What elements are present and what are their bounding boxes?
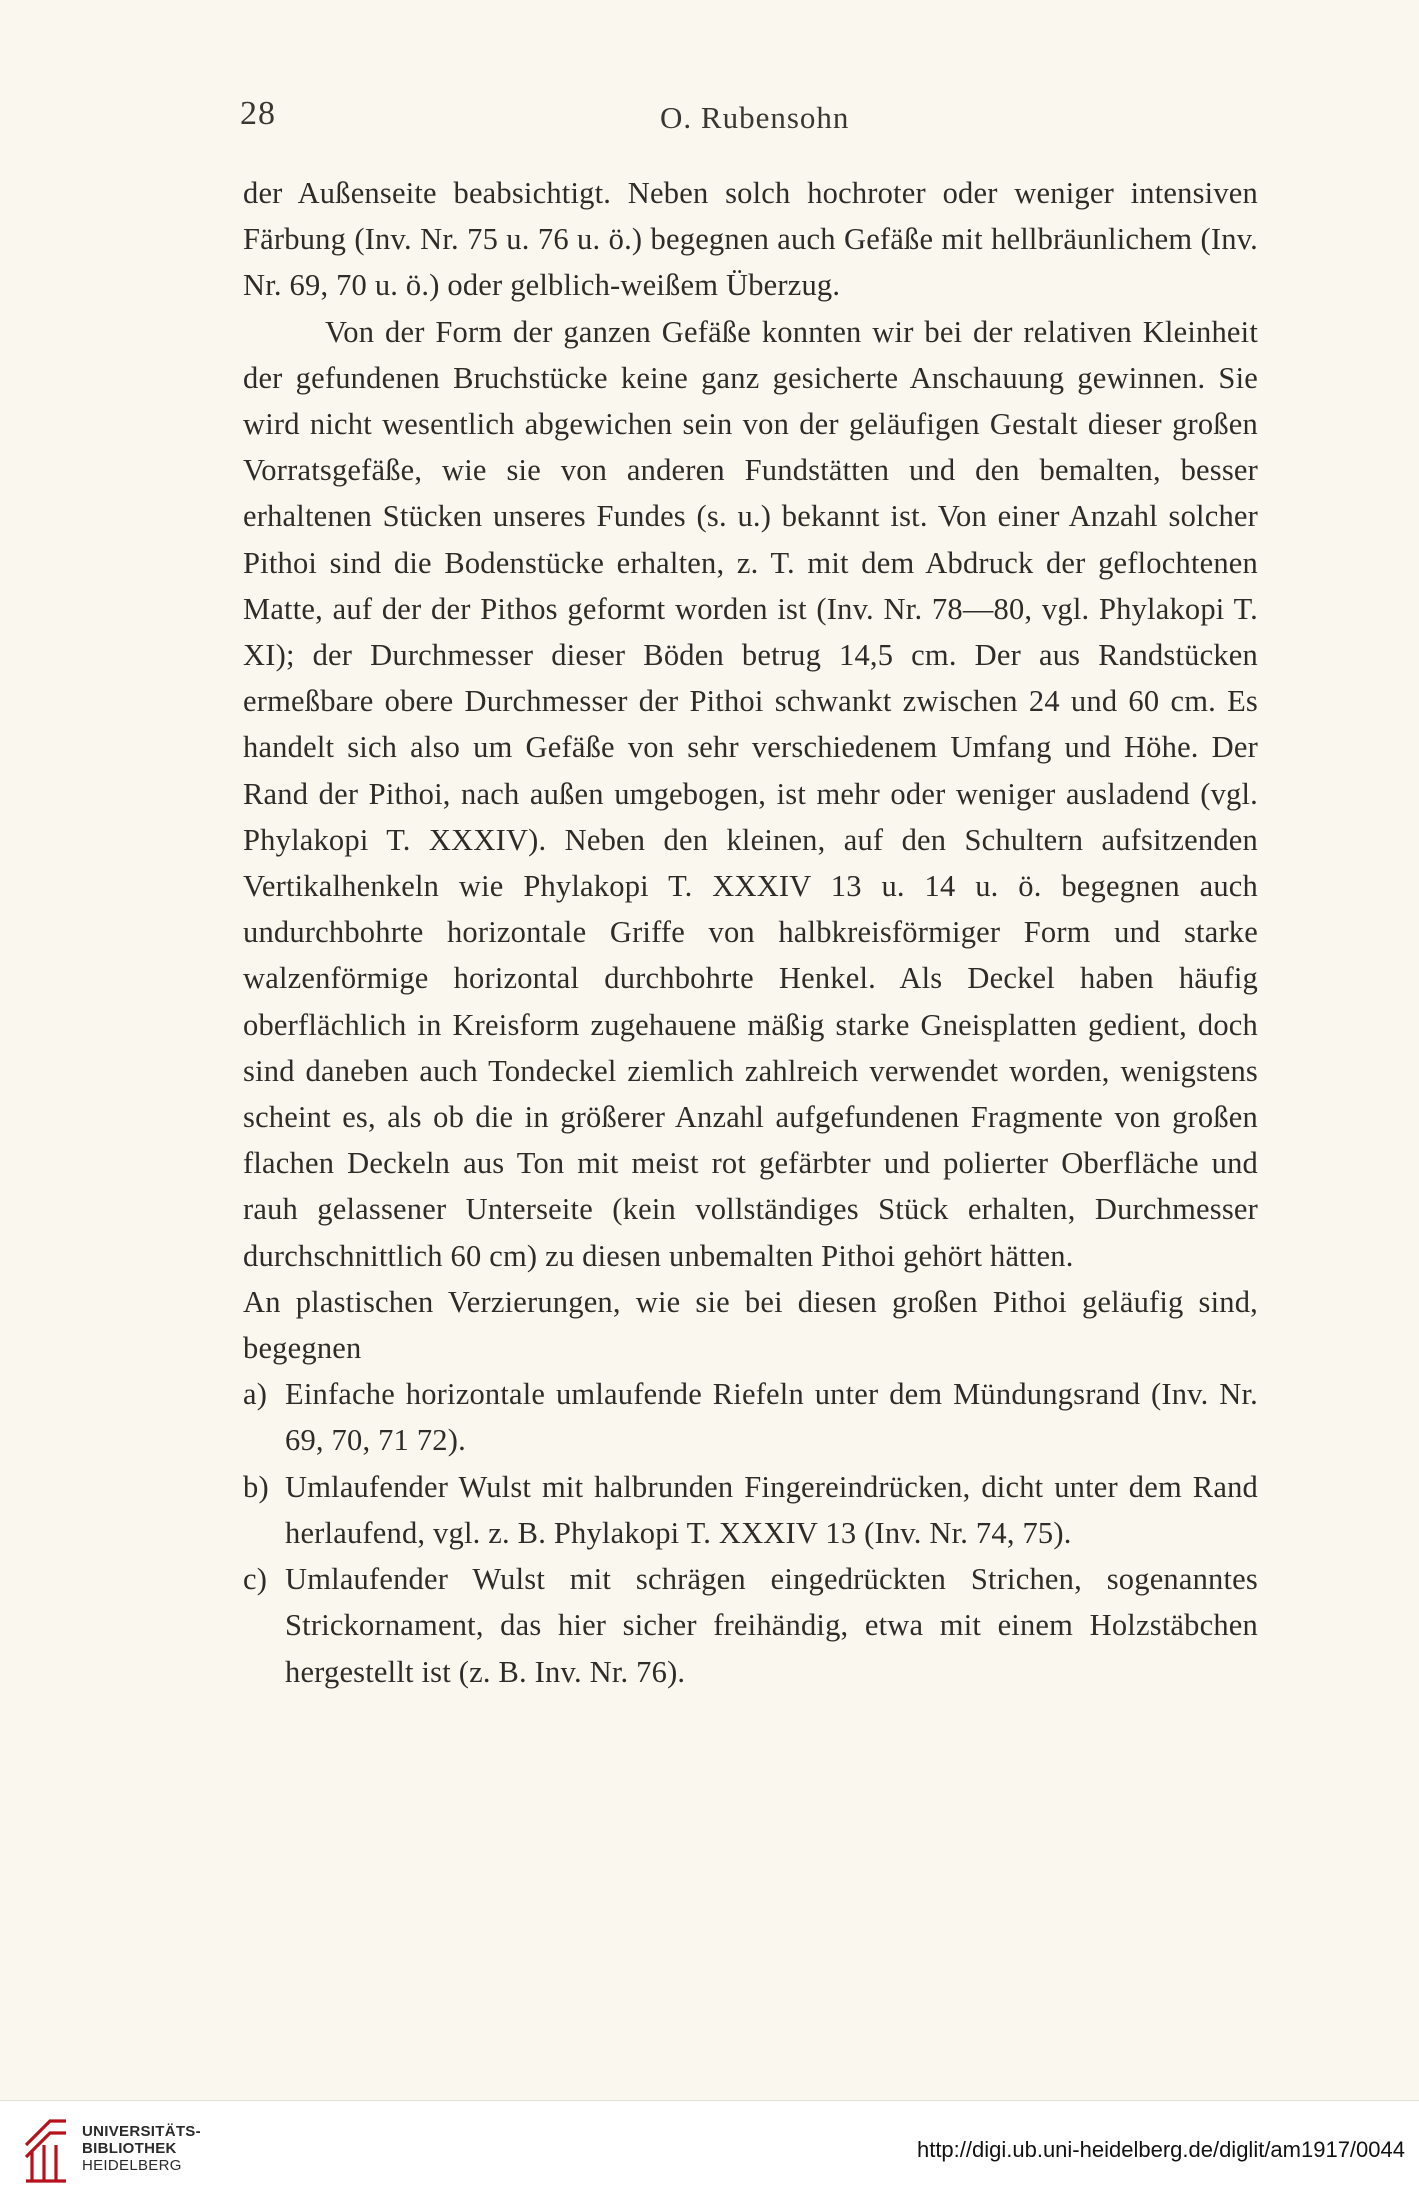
ornament-list <box>243 1371 1258 1694</box>
paragraph: der Außenseite beabsichtigt. Neben solch hochroter oder weniger intensiven Färbung (Inv. Nr. 75 u. 76 u. ö.) begegnen auch Gefäße mit hellbräunlichem (Inv. Nr. 69, 70 u. ö.) oder gelblich-weißem Überzug. <box>243 176 1258 303</box>
permalink[interactable]: http://digi.ub.uni-heidelberg.de/diglit/am1917/0044 <box>916 2137 1405 2162</box>
library-name <box>82 2123 201 2174</box>
body-text <box>243 170 1258 1695</box>
paragraph: Von der Form der ganzen Gefäße konnten wir bei der relativen Kleinheit der gefundenen Bruchstücke keine ganz gesicherte Anschauung gewinnen. Sie wird nicht wesentlich abgewichen sein von der geläufigen Gestalt dieser großen Vorratsgefäße, wie sie von anderen Fundstätten und den bemalten, besser erhaltenen Stücken unseres Fundes (s. u.) bekannt ist. Von einer Anzahl solcher Pithoi sind die Bodenstücke erhalten, z. T. mit dem Abdruck der geflochtenen Matte, auf der der Pithos geformt worden ist (Inv. Nr. 78—80, vgl. Phylakopi T. XI); der Durchmesser dieser Böden betrug 14,5 cm. Der aus Randstücken ermeßbare obere Durchmesser der Pithoi schwankt zwischen 24 und 60 cm. Es handelt sich also um Gefäße von sehr verschiedenem Umfang und Höhe. Der Rand der Pithoi, nach außen umgebogen, ist mehr oder weniger ausladend (vgl. Phylakopi T. XXXIV). Neben den kleinen, auf den Schultern aufsitzenden Vertikalhenkeln wie Phylakopi T. XXXIV 13 u. 14 u. ö. begegnen auch undurchbohrte horizontale Griffe von halbkreisförmiger Form und starke walzenförmige horizontal durchbohrte Henkel. Als Deckel haben häufig oberflächlich in Kreisform zugehauene mäßig starke Gneisplatten gedient, doch sind daneben auch Tondeckel ziemlich zahlreich verwendet worden, wenigstens scheint es, als ob die in größerer Anzahl aufgefundenen Fragmente von großen flachen Deckeln aus Ton mit meist rot gefärbter und polierter Oberfläche und rauh gelassener Unterseite (kein vollständiges Stück erhalten, Durchmesser durchschnittlich 60 cm) zu diesen unbemalten Pithoi gehört hätten. <box>243 314 1258 1273</box>
list-marker: a) <box>243 1377 268 1412</box>
list-item <box>243 1556 1258 1695</box>
library-logo-icon <box>20 2115 72 2187</box>
list-item <box>243 1371 1258 1463</box>
library-name-line: BIBLIOTHEK <box>82 2140 177 2157</box>
list-marker: c) <box>243 1562 268 1597</box>
paragraph: An plastischen Verzierungen, wie sie bei diesen großen Pithoi geläufig sind, begegnen <box>243 1284 1258 1366</box>
footer-bar <box>0 2100 1419 2206</box>
library-name-line: UNIVERSITÄTS- <box>82 2123 201 2140</box>
library-name-line: HEIDELBERG <box>82 2157 182 2174</box>
list-marker: b) <box>243 1469 269 1504</box>
list-item-text: Einfache horizontale umlaufende Riefeln unter dem Mündungsrand (Inv. Nr. 69, 70, 71 72). <box>285 1377 1258 1458</box>
list-item-text: Umlaufender Wulst mit halbrunden Fingereindrücken, dicht unter dem Rand herlaufend, vgl. z. B. Phylakopi T. XXXIV 13 (Inv. Nr. 74, 75). <box>285 1469 1258 1550</box>
page-number: 28 <box>240 95 276 132</box>
running-head: O. Rubensohn <box>660 100 850 135</box>
list-item-text: Umlaufender Wulst mit schrägen eingedrückten Strichen, sogenanntes Strickornament, das hier sicher freihändig, etwa mit einem Holzstäbchen hergestellt ist (z. B. Inv. Nr. 76). <box>285 1562 1258 1689</box>
list-item <box>243 1464 1258 1556</box>
